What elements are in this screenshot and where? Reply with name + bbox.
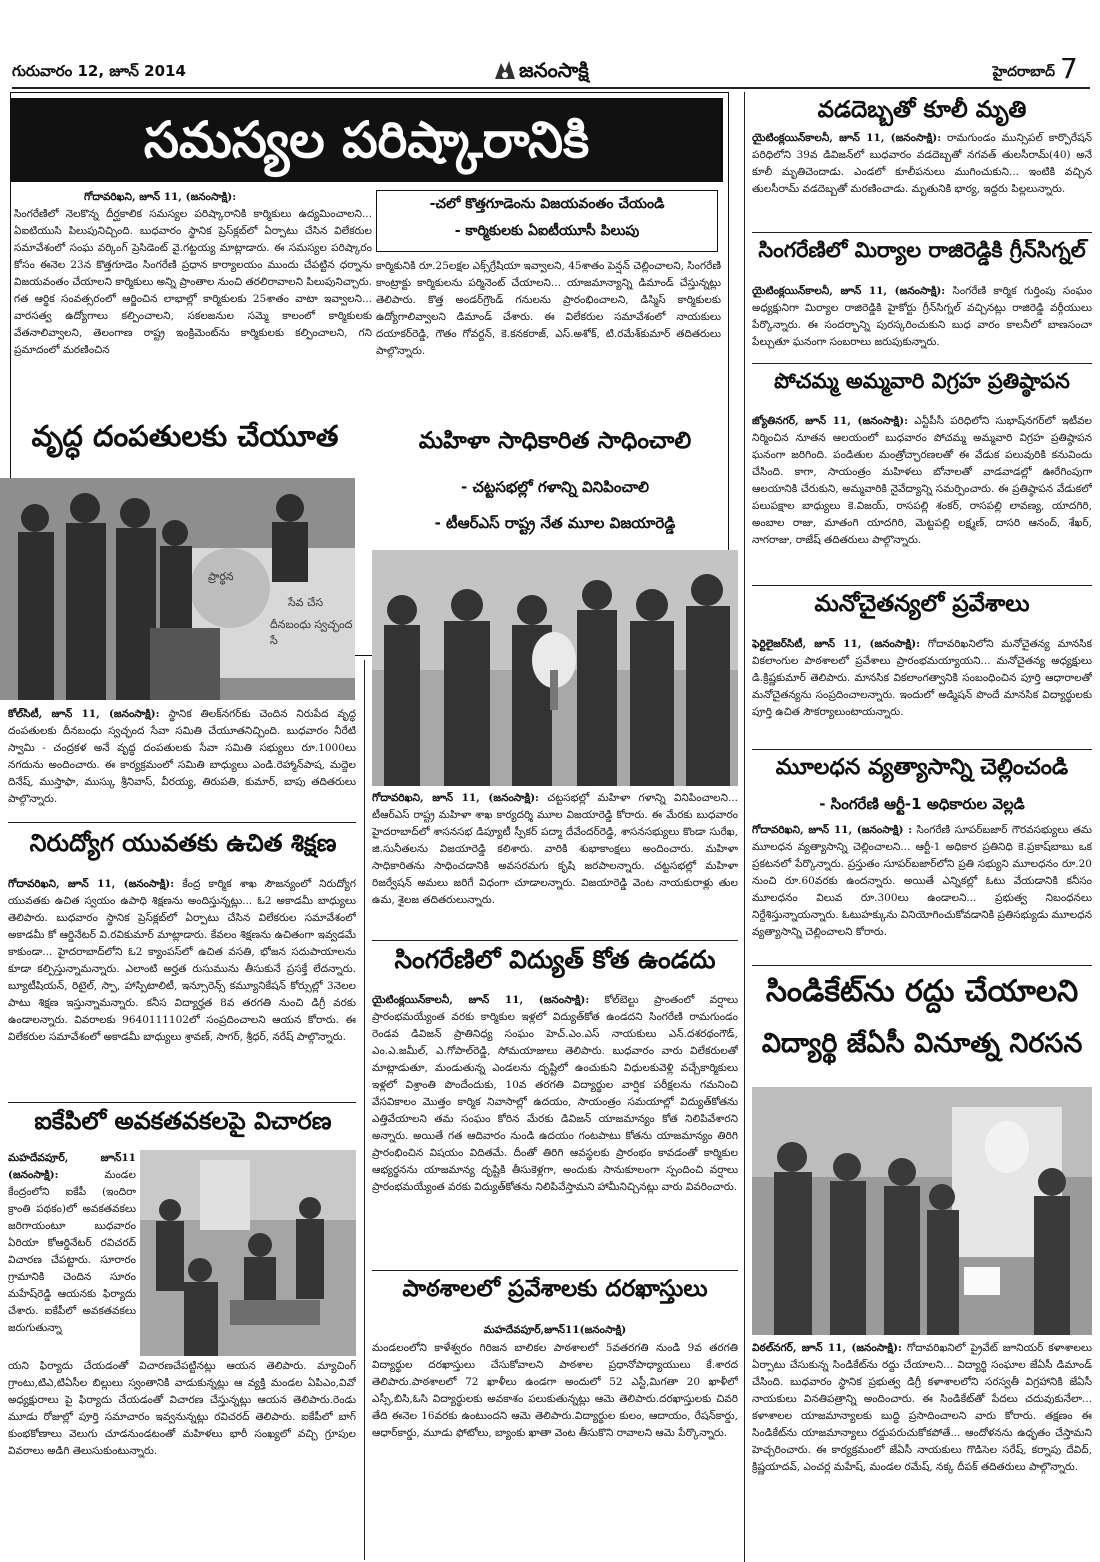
b2-body (8, 876, 356, 1098)
a3-body (752, 413, 1092, 583)
lead-subhead-1: -చలో కొత్తగూడెంను విజయవంతం చేయండి (429, 196, 665, 212)
a5-rule (752, 965, 1092, 966)
b2-body-text: కేంద్ర కార్మిక శాఖ సౌజన్యంలో నిరుద్యోగ యువతకు ఉచిత స్వయం ఉపాధి శిక్షణను అందిస్తున్నట్లు... ఓ2 అకాడమీ బాధ్యులు తెలిపారు. బుధవారం స్థానిక ప్రెస్‌క్లబ్‌లో ఏర్పాటు చేసిన విలేకరుల సమావేశంలో అకాడమీ కో ఆర్డినేటర్ వి.రవికుమార్ మాట్లాడారు. కేవలం శిక్షణను ఉచితంగా ఇవ్వడమే కాకుండా... హైదరాబాద్‌లోని ఓ2 క్యాంపస్‌లో ఉచిత వసతి, భోజన సదుపాయాలను కూడా కల్పిస్తున్నామన్నారు. ఎలాంటి అర్హత రుసుమును తీసుకునే ప్రసక్తే లేదన్నారు. బ్యూటీషియన్, రిటైల్, స్పా, హాస్పిటాలిటీ, ఇన్సూరెన్స్ కమ్యూనికేషన్ కోర్సుల్లో 3నెలల పాటు శిక్షణ ఇస్తున్నామన్నారు. కనీస విద్యార్హత 8వ తరగతి నుంచి డిగ్రీ వరకు ఉండాలన్నారు. వివరాలకు 9640111102లో సంప్రదించాలని ఆయన కోరారు. ఈ విలేకరుల సమావేశంలో అకాడమీ బాధ్యులు శ్రావణ్, సాగర్, శ్రీధర్, నరేష్ పాల్గొన్నారు. (8, 878, 356, 1043)
c1-body (372, 790, 738, 936)
left-col-divider (364, 660, 365, 1560)
a5-subhead: - సింగరేణి ఆర్టీ-1 అధికారుల వెల్లడి (819, 795, 1025, 813)
a6-headline-2: విద్యార్థి జేఏసీ వినూత్న నిరసన (761, 1028, 1083, 1059)
c2-body-text: కోల్‌బెల్టు ప్రాంతంలో వర్షాలు ప్రారంభమయ్యేంత వరకు కార్మికుల ఇళ్లలో విద్యుత్‌కోత ఉండదని సింగరేణి రామగుండం రెండవ డివిజన్ ప్రాతినిధ్య సంఘం హెచ్.ఎం.ఎస్ నాయకులు ఎన్.దశరథంగౌడ్, ఎం.ఎ.జమీల్, ఎ.గోపాల్‌రెడ్డి, సోమయాజులు తెలిపారు. బుధవారం వారు విలేకరులతో మాట్లాడుతూ, మండుతున్న ఎండలను దృష్టిలో ఉంచుకుని విధులకువెళ్లి వచ్చేకార్మికులు ఇళ్లలో విశ్రాంతి పొందేందుకు, 10వ తరగతి విద్యార్థుల వార్షిక పరీక్షలను గమనించి వేసవికాలం మొత్తం కార్మిక నివాసాల్లో ఉదయం, సాయంత్రం సమయాల్లో విద్యుత్‌కోతను ఎత్తివేయాలని తమ సంఘం కోరిన మేరకు డివిజన్ యాజమాన్యం కోత నిలిపివేశారని అన్నారు. అయితే గత ఆదివారం నుండి ఉదయం గంటపాటు కోతను యాజమాన్యం తిరిగి ప్రారంభించిన విషయం విదితమే. దీంతో తిరిగి ఆవస్థలకు ప్రారంభం కావడంతో కార్మికుల ఆభ్యర్థనను యాజమాన్య దృష్టికి తీసుకెళ్లగా, అందుకు సానుకూలంగా స్పందించి వర్షాలు ప్రారంభమయ్యేంత వరకు విద్యుత్‌కోతను నిలిపివేస్తామని హామీనిచ్చినట్లు వారు వివరించారు. (372, 994, 738, 1193)
a1-headline: వడదెబ్బతో కూలీ మృతి (817, 97, 1027, 123)
a6-headline-1: సిండికేట్‌ను రద్దు చేయాలని (765, 975, 1079, 1009)
elderly-couple-photo (0, 478, 355, 700)
a1-dateline: యైటింక్లయిన్‌కాలనీ, జూన్ 11, (జనంసాక్షి): (752, 132, 942, 144)
c2-body (372, 992, 738, 1266)
b3-dateline: మహదేవపూర్, జూన్11 (జనంసాక్షి): (8, 1152, 136, 1181)
a4-body-text: గోదావరిఖనిలోని మనోచైతన్య మానసిక వికలాంగుల పాఠశాలలో ప్రవేశాలు ప్రారంభమయ్యాయని... మనోచైతన్య అధ్యక్షులు డి.క్రిష్ణకుమార్ తెలిపారు. మానసిక వికలాంగత్వానికి సంబంధించిన పూర్తి ఆధారాలతో మనోచైతన్యను సంప్రదించాలన్నారు. ఇందులో అడ్మిషన్ పొందే మానసిక విద్యార్థులకు పూర్తి ఉచిత సౌకర్యాలుంటాయన్నారు. (752, 638, 1092, 718)
a3-headline: పోచమ్మ అమ్మవారి విగ్రహ ప్రతిష్ఠాపన (774, 369, 1070, 393)
a3-dateline: జ్యోతినగర్, జూన్ 11, (జనంసాక్షి): (752, 415, 908, 427)
a6-body (752, 1340, 1092, 1558)
b2-dateline: గోదావరిఖని, జూన్ 11, (జనంసాక్షి): (8, 878, 175, 890)
c1-body-text: చట్టసభల్లో మహిళా గళాన్ని వినిపించాలని... టీఆర్ఎస్ రాష్ట్ర మహిళా శాఖ కార్యదర్శి మూల విజయారెడ్డి కోరారు. ఈ మేరకు బుధవారం హైదరాబాద్‌లో శాసనసభ డిప్యూటీ స్పీకర్ పద్మా దేవేందర్‌రెడ్డి, శాసనసభ్యులు కొండా సురేఖ, జి.సునీతలను విజయారెడ్డి కలిశారు. వారికి శుభాకాంక్షలు అందించారు. మహిళా సాధికారితను సాధించడానికి అవసరమగు కృషి జరపాలన్నారు. చట్టసభల్లో మహిళా రిజర్వేషన్ అమలు జరిగే విధంగా చూడాలన్నారు. విజయారెడ్డి వెంట నాయకురాళ్లు తుల ఉమ, శైలజ తదితరులున్నారు. (372, 792, 738, 906)
c1-subhead-2: - టీఆర్ఎస్ రాష్ట్ర నేత మూల విజయారెడ్డి (434, 514, 676, 532)
a3-rule (752, 585, 1092, 586)
a5-dateline: గోదావరిఖని, జూన్ 11, (జనంసాక్షి) : (752, 824, 913, 836)
a5-body-text: సింగరేణి సూపర్‌బజార్ గౌరవసభ్యులు తమ మూలధన వ్యత్యాసాన్ని చెల్లించాలని... ఆర్టీ-1 అధికార ప్రతినిధి కె.ప్రకాష్‌బాబు ఒక ప్రకటనలో పేర్కొన్నారు. ప్రస్తుతం సూపర్‌బజార్‌లోని ప్రతి సభ్యుని మూలధనం రూ.20 నుంచి రూ.60వరకు ఉందన్నారు. అయితే ఎన్నికల్లో ఓటు వేయడానికి కనీసం మూలధనం విలువ రూ.300లు ఉండాలని... ప్రభుత్వ నిబంధనలు నిర్దేశిస్తున్నాయన్నారు. ఓటుహక్కును వినియోగించుకోవడానికి ప్రతిసభ్యుడు మూలధన వ్యత్యాసాన్ని చెల్లించాలని కోరారు. (752, 824, 1092, 938)
lead-body-2: కార్మికునికి రూ.25లక్షల ఎక్స్‌గ్రేషియా ఇవ్వాలని, 45శాతం పెన్షన్ చెల్లించాలని, సింగరేణి కాంట్రాక్టు కార్మికులను పర్మినెంట్ చేయాలని... యాజమాన్యాన్ని డిమాండ్ చేస్తున్నట్లు తెలిపారు. కొత్త అండర్‌గ్రౌండ్ గనులను ప్రారంభించాలని, డిస్మిస్ కార్మికులకు ఉద్యోగాలివ్వాలని డిమాండ్ చేశారు. ఈ విలేకరుల సమావేశంలో నాయకులు దయాకర్‌రెడ్డి, గౌతం గోవర్దన్, కె.కనకరాజ్, ఎస్.అశోక్, టి.రమేశ్‌కుమార్ తదితరులు పాల్గొన్నారు. (376, 260, 721, 357)
c1-subhead-1: - చట్టసభల్లో గళాన్ని వినిపించాలి (461, 478, 649, 496)
masthead-city: హైదరాబాద్ (992, 64, 1055, 80)
b2-rule (8, 1102, 356, 1103)
paper-name: జనంసాక్షి (519, 58, 589, 82)
masthead-date: గురువారం 12, జూన్ 2014 (12, 62, 186, 80)
c2-rule (372, 1270, 738, 1271)
a1-body (752, 130, 1092, 230)
ikp-inquiry-photo (140, 1150, 356, 1356)
page-number: 7 (1060, 52, 1078, 85)
b2-headline: నిరుద్యోగ యువతకు ఉచిత శిక్షణ (29, 830, 337, 857)
a4-dateline: ఫెర్టిలైజర్‌సిటీ, జూన్ 11, (జనంసాక్షి): (752, 638, 920, 650)
a4-body (752, 636, 1092, 748)
b1-rule (8, 822, 356, 823)
c1-headline: మహిళా సాధికారిత సాధించాలి (418, 428, 692, 454)
a2-rule (752, 363, 1092, 364)
a6-body-text: గోదావరిఖనిలో ప్రైవేట్ జూనియర్ కళాశాలలు ఏర్పాటు చేసుకున్న సిండికేట్‌ను రద్దు చేయాలని... విద్యార్థి సంఘాల జేఏసీ డిమాండ్ చేసింది. బుధవారం స్థానిక ప్రభుత్వ డిగ్రీ కళాశాలలోని సరస్వతీ విగ్రహానికి జేఏసీ నాయకులు వినతిపత్రాన్ని అందించారు. ఈ సిండికేట్‌తో పేదలు చదువుకునేలా... కళాశాలల యాజమాన్యాలకు బుద్ధి ప్రసాదించాలని వారు కోరారు. తక్షణం ఈ సిండికేట్‌ను యాజమాన్యాలు రద్దుపరుచుకోకపోతే... ఆందోళనను ఉధృతం చేస్తామని హెచ్చరించారు. ఈ కార్యక్రమంలో జేఏసీ నాయకులు గొడిసెల సరేష్, కర్నాపు దేవిద్, క్రిష్ణయాదవ్, ఎంచర్ల మహేష్, మండల రమేష్, నక్క దీపక్ తదితరులు పాల్గొన్నారు. (752, 1342, 1092, 1473)
a2-dateline: యైటింక్లయిన్‌కాలనీ, జూన్ 11, (జనంసాక్షి): (752, 285, 946, 297)
a3-body-text: ఎన్టీపీసీ పరిధిలోని సుభాష్‌నగర్‌లో ఇటీవల నిర్మించిన నూతన ఆలయంలో బుధవారం పోచమ్మ అమ్మవారి విగ్రహ ప్రతిష్ఠాపన ఘనంగా జరిగింది. పండితుల మంత్రోచ్ఛారణలతో ఈ వేడుక పలువురికి కనువిందు చేసింది. కాగా, సాయంత్రం మహిళలు బోనాలతో వాడవాడల్లో ఊరేగింపుగా ఆలయానికి చేరుకుని, అమ్మవారికి నైవేద్యాన్ని సమర్పించారు. ఈ ప్రతిష్ఠాపన వేడుకలో పలుపక్షాల బాధ్యులు కె.విజయ్, రాసపల్లి శంకర్, రాసపల్లి లావణ్య, యాదగిరి, అంబాల రాజు, మాతంగి యాదగిరి, మెట్టపల్లి లక్ష్మణ్, దాసరి ఆనంద్, శేఖర్, నాగరాజు, రాజేష్ తదితరులు పాల్గొన్నారు. (752, 415, 1092, 546)
c3-dateline: మహదేవపూర్,జూన్11(జనంసాక్షి) (483, 1324, 627, 1336)
lead-headline: సమస్యల పరిష్కారానికి (10, 98, 723, 182)
banner-text-3: దీనబంధు స్వచ్ఛంద సే (270, 618, 353, 647)
right-col-divider (744, 92, 745, 1562)
a1-body-text: రామగుండం మున్సిపల్ కార్పొరేషన్ పరిధిలోని 39వ డివిజన్‌లో బుధవారం వడదెబ్బతో నగవత్ తులసీరామ్(40) అనే కూలీ మృతిచెందాడు. ఎండలో కూలీపనులు ముగించుకుని... ఇంటికి వచ్చిన తులసీరామ్ వడదెబ్బతో మరణించాడు. మృతునికి భార్య, ఇద్దరు పిల్లలున్నారు. (752, 132, 1092, 195)
c3-headline: పాఠశాలలో ప్రవేశాలకు దరఖాస్తులు (402, 1276, 708, 1302)
b1-body-text: స్థానిక తిలక్‌నగర్‌కు చెందిన నిరుపేద వృద్ధ దంపతులకు దీనబంధు స్వచ్ఛంద సేవా సమితి చేయూతనిచ్చింది. బుధవారం నీరేటి స్వామి - చంద్రకళ అనే వృద్ధ దంపతులకు సేవా సమితి సభ్యులు రూ.1000లు నగదును అందించారు. ఈ కార్యక్రమంలో సమితి బాధ్యులు ఎండి.రెహ్మాన్‌పాష, మద్దెల దినేష్, ముస్తాఫా, ముస్కు శ్రీనివాస్, వీరయ్య, తిరుపతి, కుమార్, బాపు తదితరులు పాల్గొన్నారు. (8, 708, 356, 805)
b3-body-wide: యని ఫిర్యాదు చేయడంతో విచారణచేపట్టినట్లు ఆయన తెలిపారు. మ్యాచింగ్ గ్రాంటు,టిఎ,టిఏసీల బిల్లులు స్వంతానికి వాడుకున్నట్లు ఆ వ్యక్తి మండల ఏపిఎం,వివో అధ్యక్షురాలు పై ఫిర్యాదు చేయడంతో విచారణ చేస్తున్నట్లు ఆయన తెలిపారు.రెండు మూడు రోజుల్లో పూర్తి సమాచారం ఇవ్వనున్నట్లు రవిచరద్ తెలిపారు. ఐకేపీలో బాగ్ కుంభకోణాలు వెలుగు చూడనుండటంతో మహిళలు భారీ సంఖ్యలో వచ్చి గ్రూపుల వివరాలు అడిగి తెలుసుకుంటున్నారు. (8, 1360, 356, 1457)
a6-dateline: విఠల్‌నగర్, జూన్ 11, (జనంసాక్షి): (752, 1342, 902, 1354)
b1-dateline: కోల్‌సిటీ, జూన్ 11, (జనంసాక్షి): (8, 708, 160, 720)
a2-headline: సింగరేణిలో మిర్యాల రాజిరెడ్డికి గ్రీన్‌సిగ్నల్ (758, 238, 1086, 262)
a5-body (752, 822, 1092, 962)
c1-dateline: గోదావరిఖని, జూన్ 11, (జనంసాక్షి): (372, 792, 539, 804)
banner-text-1: ప్రార్థన (208, 570, 234, 583)
c1-rule (372, 940, 738, 941)
women-empowerment-photo (372, 550, 738, 786)
b3-body-narrow (8, 1150, 136, 1356)
masthead-rule (12, 87, 1090, 89)
c2-headline: సింగరేణిలో విద్యుత్ కోత ఉండదు (394, 946, 716, 974)
masthead-logo (493, 57, 613, 85)
b1-body (8, 706, 356, 818)
a4-headline: మనోచైతన్యలో ప్రవేశాలు (814, 591, 1030, 617)
lead-subhead-2: - కార్మికులకు ఏఐటీయూసీ పిలుపు (454, 223, 640, 239)
lead-subhead-box (376, 190, 718, 252)
c2-dateline: యైటింక్లయిన్‌కాలనీ, జూన్ 11, (జనంసాక్షి): (372, 994, 590, 1006)
lead-body-text-1: సింగరేణిలో నెలకొన్న దీర్ఘకాలిక సమస్యల పరిష్కారానికి కార్మికులు ఉద్యమించాలని... ఏఐటియుసి పిలుపునిచ్చింది. బుధవారం స్థానిక ప్రెస్‌క్లబ్‌లో ఏర్పాటు చేసిన విలేకరుల సమావేశంలో సంఘ వర్కింగ్ ప్రెసిడెంట్ వై.గట్టయ్య మాట్లాడారు. ఈ సమస్యల పరిష్కారం కోసం ఈనెల 23న కొత్తగూడెం సింగరేణి ప్రధాన కార్యాలయం ముందు చేపట్టిన ధర్నాను విజయవంతం చేయాలని కార్మికులు అన్ని ప్రాంతాల నుంచి తరలిరావాలని పిలుపునిచ్చారు. గత ఆర్థిక సంవత్సరంలో ఆర్జించిన లాభాల్లో కార్మికులకు 25శాతం వాటా ఇవ్వాలని... వారసత్వ ఉద్యోగాలు కల్పించాలని, సకలజనుల సమ్మె కాలంలో కార్మికులకు వేతనాలివ్వాలని, తెలంగాణ రాష్ట్ర ఇంక్రిమెంట్‌ను కార్మికులకు కల్పించాలని, గని ప్రమాదంలో మరణించిన (14, 208, 372, 356)
a1-rule (752, 232, 1092, 233)
a2-body (752, 283, 1092, 361)
banner-text-2: సేవ చేస (288, 596, 324, 609)
a4-rule (752, 749, 1092, 750)
logo-emblem-icon (493, 59, 517, 81)
b3-headline: ఐకేపిలో అవకతవకలపై విచారణ (34, 1108, 332, 1135)
a5-headline: మూలధన వ్యత్యాసాన్ని చెల్లించండి (775, 755, 1069, 780)
b1-headline: వృద్ధ దంపతులకు చేయూత (31, 420, 339, 453)
c3-body: మండలంలోని కాళేశ్వరం గిరిజన బాలికల పాఠశాలలో 5వతరగతి నుండి 9వ తరగతి విద్యార్థుల దరఖాస్తులు చేసుకోవాలని పాఠశాల ప్రధానోపాధ్యాయులు కే.శారద తెలిపారు.పాఠశాలలో 72 ఖాళీలు ఉండగా అందులో 52 ఎస్టీ,మిగతా 20 ఖాళీలో ఎస్సీ,బిసి,ఓసి విద్యార్థులకు అవకాశం పలుకుతున్నట్లు ఆమె తెలిపారు.దరఖాస్తులకు చివరి తేది ఈనెల 16వరకు ఉంటుందని ఆమె తెలిపారు.విద్యార్థుల కులం, ఆదాయం, రేషన్‌కార్డు, ఆధార్‌కార్డు, మూడు ఫోటోలు, బ్యాంకు ఖాతా వెంట తీసుకొని రావాలని ఆమె పేర్కొన్నారు. (372, 1342, 738, 1439)
lead-dateline: గోదావరిఖని, జూన్ 11, (జనంసాక్షి): (84, 191, 237, 203)
b3-body-narrow-text: మండల కేంద్రంలోని ఐకేపీ (ఇందిరా క్రాంతి పథకం)లో అవకతవకలు జరిగాయంటూ బుధవారం ఏరియా కోఆర్డినేటర్ రవిచరద్ విచారణ చేపట్టారు. సూరారం గ్రామానికి చెందిన సూరం మహేష్‌రెడ్డి ఆయనకు ఫిర్యాదు చేశారు. ఐకేపీలో అవకతవకలు జరుగుతున్నా (8, 1169, 136, 1334)
a2-body-text: సింగరేణి కార్మిక గుర్తింపు సంఘం అధ్యక్షునిగా మిర్యాల రాజిరెడ్డికి హైకోర్టు గ్రీన్‌సిగ్నల్ వచ్చినట్లు రాజిరెడ్డి వర్గీయులు పేర్కొన్నారు. ఈ సందర్భాన్ని పురస్కరించుకుని బుధ వారం కాలనీలో బాణసంచా పేల్చుతూ ఘనంగా సంబరాలు జరుపుకున్నారు. (752, 285, 1092, 348)
students-protest-photo (752, 1087, 1092, 1335)
